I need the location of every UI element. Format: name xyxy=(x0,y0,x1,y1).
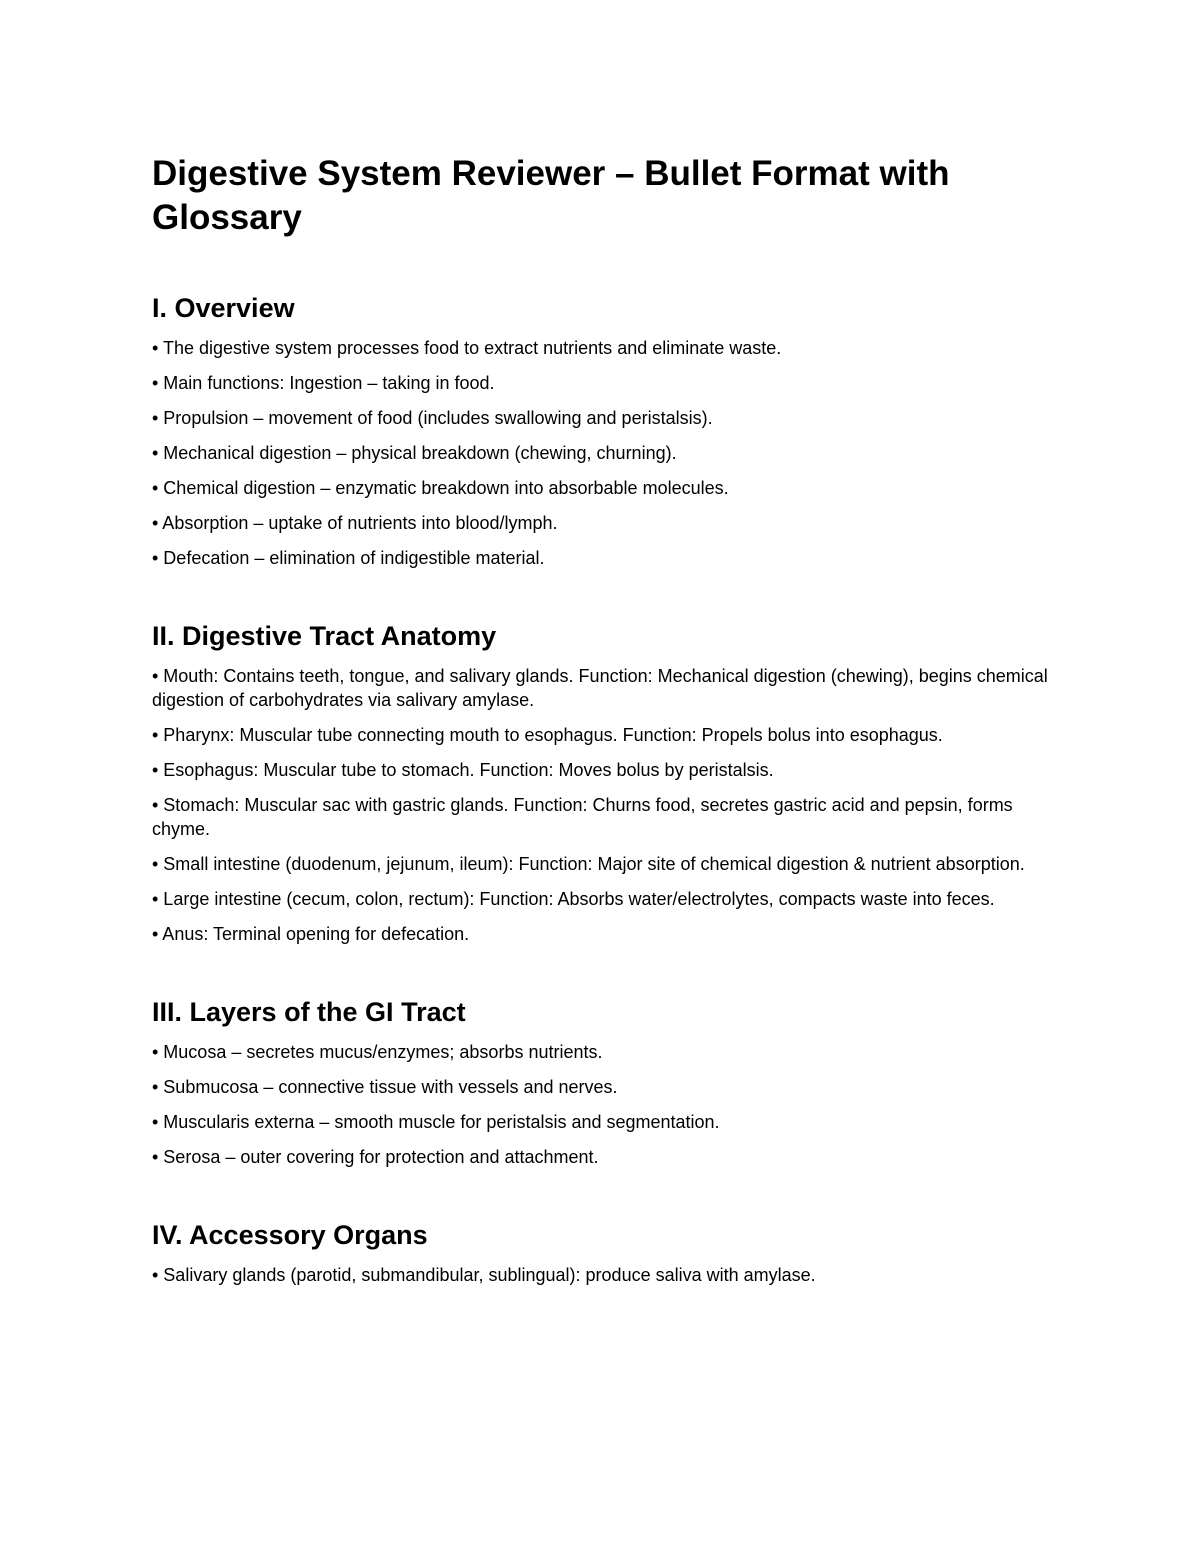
bullet-item: • Chemical digestion – enzymatic breakdown into absorbable molecules. xyxy=(152,478,729,498)
bullet-item: • Defecation – elimination of indigestible material. xyxy=(152,548,545,568)
bullet-item: • Esophagus: Muscular tube to stomach. Function: Moves bolus by peristalsis. xyxy=(152,760,774,780)
bullet-item: • Mucosa – secretes mucus/enzymes; absorbs nutrients. xyxy=(152,1042,603,1062)
bullet-item: • Mechanical digestion – physical breakdown (chewing, churning). xyxy=(152,443,677,463)
bullet-item: • Propulsion – movement of food (includes swallowing and peristalsis). xyxy=(152,408,713,428)
bullet-item: • Muscularis externa – smooth muscle for peristalsis and segmentation. xyxy=(152,1112,720,1132)
document-page xyxy=(152,152,1052,1298)
bullet-item: • Salivary glands (parotid, submandibular, sublingual): produce saliva with amylase. xyxy=(152,1265,816,1285)
bullet-item: • Anus: Terminal opening for defecation. xyxy=(152,924,470,944)
document-title: Digestive System Reviewer – Bullet Format with Glossary xyxy=(152,154,950,237)
section-heading: III. Layers of the GI Tract xyxy=(152,997,466,1027)
section-heading: IV. Accessory Organs xyxy=(152,1220,428,1250)
bullet-item: • Main functions: Ingestion – taking in food. xyxy=(152,373,495,393)
bullet-item: • Small intestine (duodenum, jejunum, ileum): Function: Major site of chemical digestion & nutrient absorption. xyxy=(152,854,1025,874)
bullet-item: • Pharynx: Muscular tube connecting mouth to esophagus. Function: Propels bolus into esophagus. xyxy=(152,725,943,745)
section-digestive-tract-anatomy xyxy=(152,620,1052,946)
bullet-item: • Mouth: Contains teeth, tongue, and salivary glands. Function: Mechanical digestion (chewing), begins chemical digestion of carbohydrates via salivary amylase. xyxy=(152,666,1048,710)
bullet-item: • Large intestine (cecum, colon, rectum): Function: Absorbs water/electrolytes, compacts waste into feces. xyxy=(152,889,995,909)
section-heading: I. Overview xyxy=(152,293,295,323)
section-overview xyxy=(152,292,1052,570)
section-accessory-organs xyxy=(152,1219,1052,1287)
section-heading: II. Digestive Tract Anatomy xyxy=(152,621,497,651)
bullet-item: • The digestive system processes food to extract nutrients and eliminate waste. xyxy=(152,338,782,358)
bullet-item: • Absorption – uptake of nutrients into blood/lymph. xyxy=(152,513,558,533)
bullet-item: • Serosa – outer covering for protection and attachment. xyxy=(152,1147,599,1167)
bullet-item: • Stomach: Muscular sac with gastric glands. Function: Churns food, secretes gastric acid and pepsin, forms chyme. xyxy=(152,795,1013,839)
section-layers-gi-tract xyxy=(152,996,1052,1169)
bullet-item: • Submucosa – connective tissue with vessels and nerves. xyxy=(152,1077,618,1097)
